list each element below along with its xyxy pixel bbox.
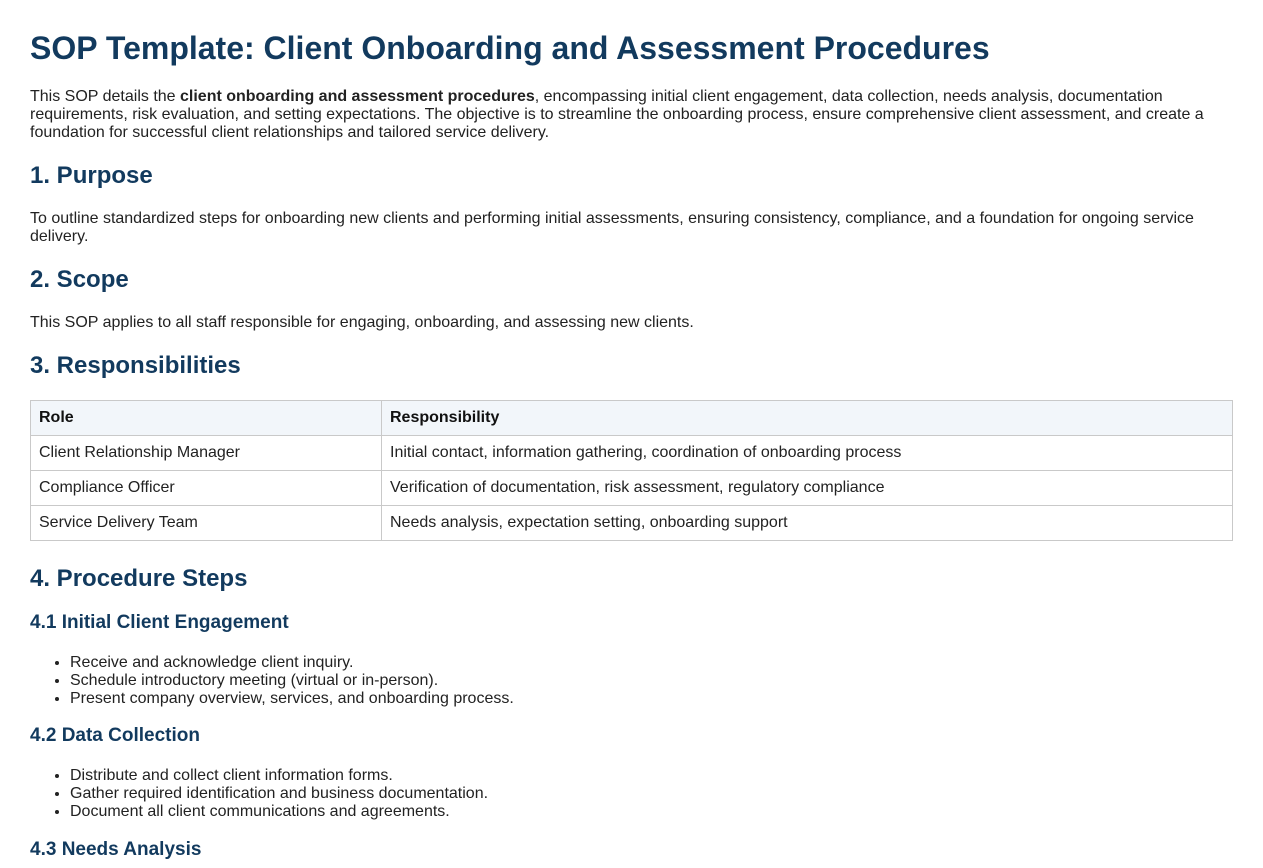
intro-paragraph xyxy=(30,88,1230,142)
table-cell-responsibility: Needs analysis, expectation setting, onboarding support xyxy=(382,506,1233,541)
page-title: SOP Template: Client Onboarding and Assessment Procedures xyxy=(30,30,990,66)
subsection-heading-needs-analysis: 4.3 Needs Analysis xyxy=(30,839,202,860)
scope-text: This SOP applies to all staff responsible for engaging, onboarding, and assessing new clients. xyxy=(30,314,694,331)
subsection-heading-initial-engagement: 4.1 Initial Client Engagement xyxy=(30,612,289,633)
list-item: • Receive and acknowledge client inquiry. xyxy=(70,654,1230,672)
subsection-heading-data-collection: 4.2 Data Collection xyxy=(30,725,200,746)
data-collection-list xyxy=(30,767,1230,821)
intro-lead: This SOP details the xyxy=(30,88,180,105)
list-item: • Gather required identification and business documentation. xyxy=(70,785,1230,803)
table-cell-role: Client Relationship Manager xyxy=(31,436,382,471)
table-row xyxy=(31,436,1233,471)
table-row xyxy=(31,471,1233,506)
table-cell-role: Service Delivery Team xyxy=(31,506,382,541)
list-item: • Document all client communications and agreements. xyxy=(70,803,1230,821)
initial-engagement-list xyxy=(30,654,1230,708)
section-heading-procedure: 4. Procedure Steps xyxy=(30,565,248,592)
purpose-text: To outline standardized steps for onboarding new clients and performing initial assessments, ensuring consistency, compliance, and a foundation for ongoing service delivery. xyxy=(30,210,1194,245)
list-item: • Present company overview, services, and onboarding process. xyxy=(70,690,1230,708)
table-header-role: Role xyxy=(31,401,382,436)
section-heading-responsibilities: 3. Responsibilities xyxy=(30,352,241,379)
intro-rest: , encompassing initial client engagement, data collection, needs analysis, documentation requirements, risk evaluation, and setting expectations. The objective is to streamline the onboarding process, ensure comprehensive client assessment, and create a foundation for successful client relationships and tailored service delivery. xyxy=(30,88,1204,141)
section-heading-scope: 2. Scope xyxy=(30,266,129,293)
responsibilities-table xyxy=(30,400,1233,541)
section-heading-purpose: 1. Purpose xyxy=(30,162,153,189)
table-header-responsibility: Responsibility xyxy=(382,401,1233,436)
table-cell-responsibility: Verification of documentation, risk assessment, regulatory compliance xyxy=(382,471,1233,506)
list-item: • Schedule introductory meeting (virtual or in-person). xyxy=(70,672,1230,690)
table-row xyxy=(31,506,1233,541)
table-header-row xyxy=(31,401,1233,436)
intro-bold: client onboarding and assessment procedures xyxy=(180,88,535,105)
table-cell-role: Compliance Officer xyxy=(31,471,382,506)
table-cell-responsibility: Initial contact, information gathering, coordination of onboarding process xyxy=(382,436,1233,471)
list-item: • Distribute and collect client information forms. xyxy=(70,767,1230,785)
